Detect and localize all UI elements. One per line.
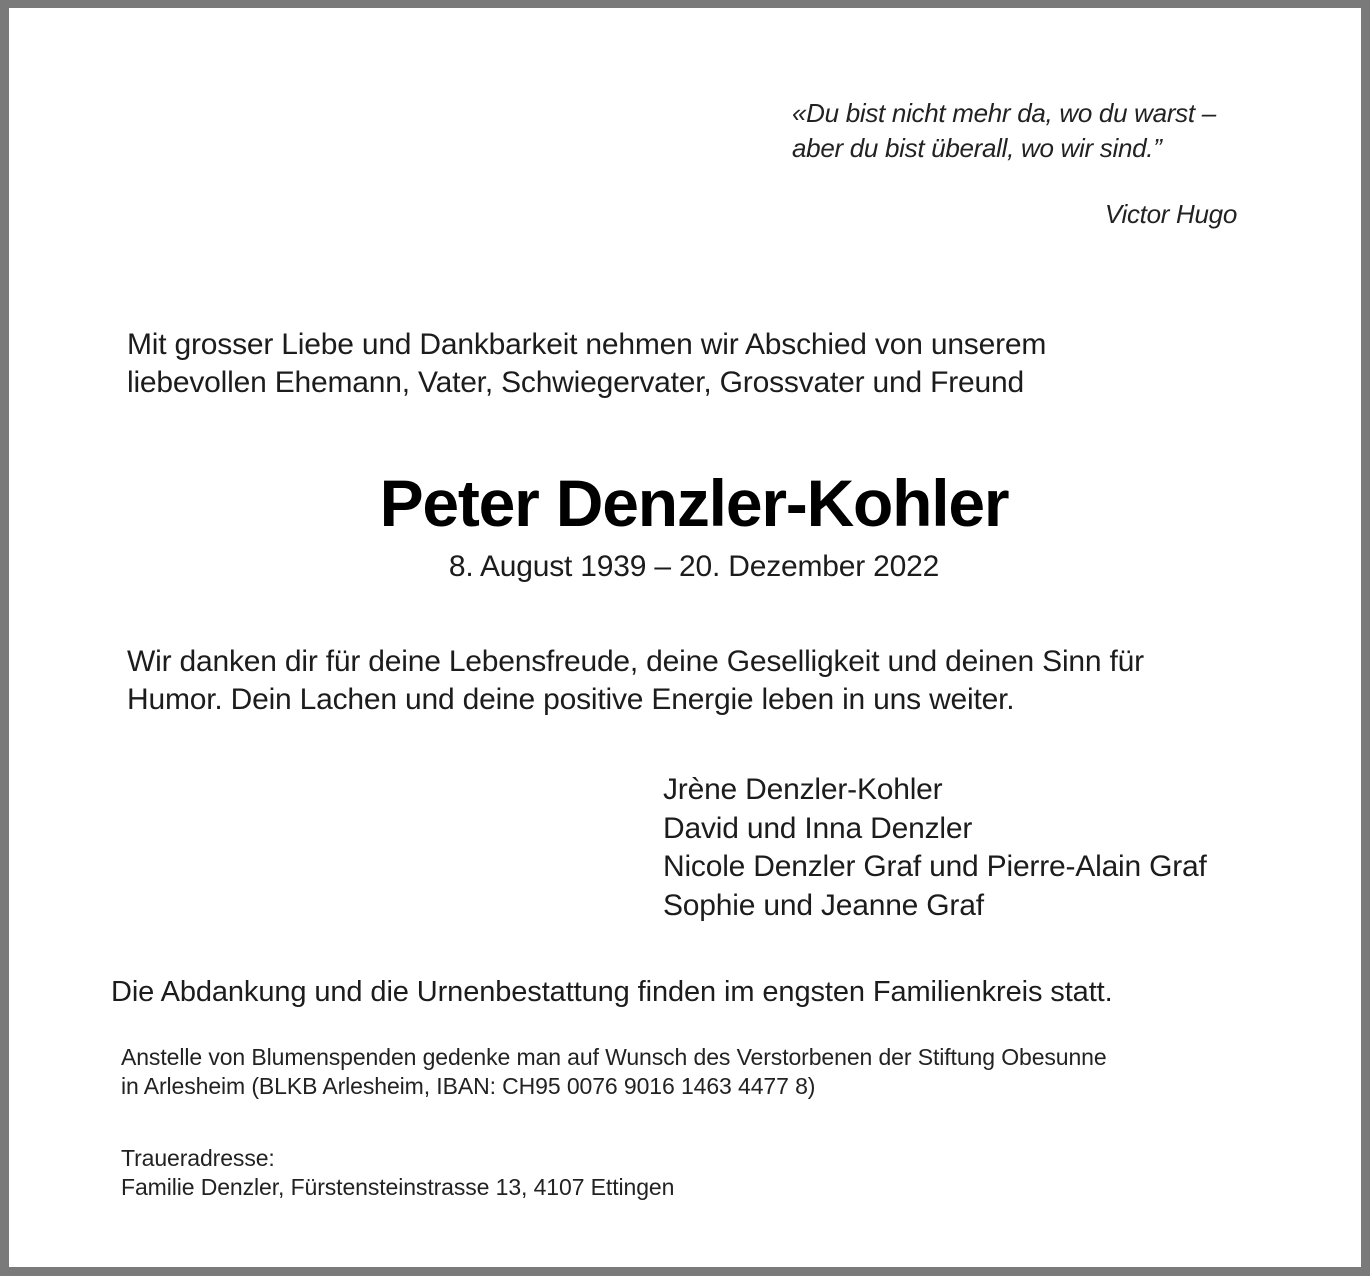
mourner-name: David und Inna Denzler xyxy=(663,811,973,845)
donation-notice xyxy=(121,1043,1321,1101)
thanks-line-1: Wir danken dir für deine Lebensfreude, deine Geselligkeit und deinen Sinn für xyxy=(127,645,1144,678)
epigraph-quote xyxy=(792,96,1272,166)
address-label: Traueradresse: xyxy=(121,1145,275,1171)
mourner-name: Nicole Denzler Graf und Pierre-Alain Graf xyxy=(663,850,1207,883)
thanks-paragraph xyxy=(127,643,1307,719)
address-value: Familie Denzler, Fürstensteinstrasse 13, 4107 Ettingen xyxy=(121,1174,675,1200)
intro-line-2: liebevollen Ehemann, Vater, Schwiegervater, Grossvater und Freund xyxy=(127,366,1024,399)
quote-line-1: «Du bist nicht mehr da, wo du warst – xyxy=(792,98,1216,128)
donation-line-1: Anstelle von Blumenspenden gedenke man auf Wunsch des Verstorbenen der Stiftung Obesunne xyxy=(121,1044,1107,1070)
quote-line-2: aber du bist überall, wo wir sind.” xyxy=(792,133,1162,163)
intro-line-1: Mit grosser Liebe und Dankbarkeit nehmen wir Abschied von unserem xyxy=(127,328,1047,361)
deceased-name: Peter Denzler-Kohler xyxy=(379,466,1009,540)
mourners-list xyxy=(663,771,1303,925)
quote-author: Victor Hugo xyxy=(1104,199,1237,229)
mourning-address xyxy=(121,1144,1121,1202)
donation-line-2: in Arlesheim (BLKB Arlesheim, IBAN: CH95 0076 9016 1463 4477 8) xyxy=(121,1073,816,1099)
intro-paragraph xyxy=(127,326,1287,402)
mourner-name: Jrène Denzler-Kohler xyxy=(663,773,943,806)
thanks-line-2: Humor. Dein Lachen und deine positive Energie leben in uns weiter. xyxy=(127,683,1015,716)
life-dates: 8. August 1939 – 20. Dezember 2022 xyxy=(448,550,940,583)
ceremony-notice: Die Abdankung und die Urnenbestattung finden im engsten Familienkreis statt. xyxy=(111,976,1113,1008)
mourner-name: Sophie und Jeanne Graf xyxy=(663,888,984,922)
